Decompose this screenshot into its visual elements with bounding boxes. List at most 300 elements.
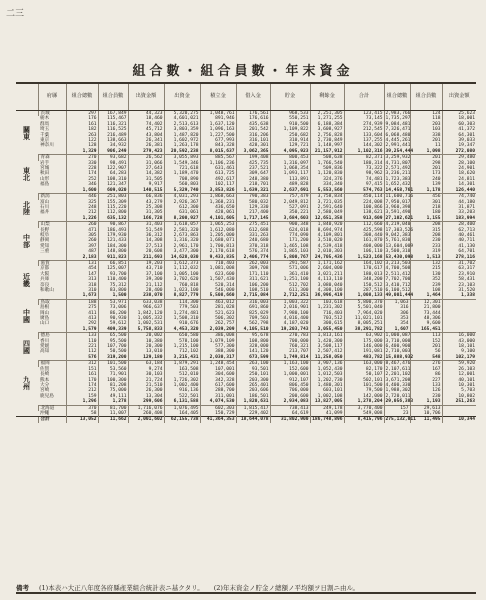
region-total-row [16,327,476,333]
column-header: 組合總數 [384,84,410,111]
prefecture-label: 長崎 [40,372,50,378]
total-cell: 1,193 [410,399,442,405]
table-cell: 2,730,849 [310,138,344,143]
table-cell: 186,501 [236,394,270,399]
table-cell: 248 [66,205,98,210]
table-cell: 171,200 [270,238,310,243]
table-cell: 2,756,828 [310,133,344,138]
table-cell: 203,300 [236,378,270,383]
table-cell: 24,811 [442,177,476,182]
table-cell: 1,148,997 [310,143,344,148]
table-cell: 370 [66,405,98,411]
total-cell: 1,717,145 [236,216,270,222]
table-cell: 34,932 [98,143,128,148]
prefecture-label: 青森 [38,155,66,161]
grand-total-region [16,417,38,423]
page-number: 二三 [6,9,25,19]
total-cell: 4,101,605 [200,216,236,222]
prefecture-label: 大阪 [40,271,50,277]
prefecture-label: 廣島 [40,316,50,322]
table-cell: 7,326,471 [385,127,411,133]
table-cell: 338 [410,133,442,138]
total-cell: 4,074,530 [200,399,236,405]
table-cell: 1,680,071 [200,238,236,243]
table-cell: 20,002 [128,333,164,339]
table-cell: 425,598 [344,228,384,233]
table-cell: 112,660 [344,222,384,228]
table-cell: 310 [66,288,98,293]
column-header: 組合員數 [98,84,128,111]
table-cell: 18,001 [442,116,476,121]
table-cell: 2,513,613 [164,122,200,127]
table-cell: 1,251,100 [270,277,310,282]
table-cell: 562,798 [236,321,270,326]
total-cell: 11,258,050 [310,355,344,361]
table-cell: 5,320,275 [164,111,200,117]
table-cell: 208 [410,233,442,238]
table-cell: 521,623 [200,311,236,316]
grand-total-cell: 13,052 [66,417,98,423]
table-cell: 3,608,927 [310,127,344,132]
table-cell: 10,380 [128,339,164,344]
table-cell: 602,303 [200,405,236,411]
table-cell: 1,723,383 [385,176,411,182]
table-cell: 79,500 [344,388,384,393]
table-cell: 1,076,495 [164,405,200,411]
region-label: 四國 [22,339,32,354]
table-cell: 112 [66,349,98,354]
table-cell: 133 [66,333,98,339]
table-cell: 74,481 [344,177,384,182]
table-cell: 386,008 [200,333,236,339]
table-cell: 18,620 [442,171,476,176]
column-header: 出資金額 [128,84,164,111]
table-cell: 2,720,011 [385,393,411,399]
table-cell: 203 [410,122,442,127]
table-cell: 4,187,020 [270,321,310,326]
table-cell: 101,500 [98,361,128,367]
table-cell: 1,171,162 [310,260,344,266]
prefecture-label: 群馬 [40,121,50,127]
prefecture-label: 鹿兒島 [40,393,54,399]
table-cell: 1,700,813 [200,244,236,249]
total-cell: 1,464 [410,293,442,299]
table-cell: 912,107 [270,378,310,383]
prefecture-label: 富山 [40,199,50,205]
table-cell: 31,505 [128,177,164,182]
table-cell: 86,200 [98,311,128,316]
table-cell: 700,000 [270,339,310,344]
table-cell: 1,065,253 [200,222,236,228]
table-cell: 6,400,900 [385,344,411,350]
table-cell: 5,800,370 [344,299,384,305]
table-cell: 221 [66,344,98,349]
prefecture-label: 愛媛 [40,344,50,350]
table-cell: 108,800 [236,339,270,344]
table-cell: 147 [66,272,98,277]
table-cell: 612,688 [236,228,270,233]
table-cell: 330 [66,161,98,166]
table-cell: 66,851 [98,260,128,266]
table-cell: 270 [66,155,98,161]
table-cell: 152 [410,339,442,344]
prefecture-label: 山形 [40,176,50,182]
total-cell: 102,179 [442,355,476,361]
table-cell: 129,330 [236,205,270,210]
total-cell: 1,639,321 [236,188,270,194]
table-cell: 26,300 [128,388,164,393]
table-cell: 163,000 [344,361,384,367]
table-cell: 131 [66,260,98,266]
region-label: 近畿 [22,272,32,287]
table-cell: 174 [66,171,98,176]
table-cell: 3,721,035 [310,200,344,205]
table-cell: 388,300 [200,349,236,354]
table-cell: 265,401 [236,383,270,388]
table-cell: 144,302 [344,143,384,148]
table-cell: 240 [410,177,442,182]
table-cell: 176,616 [236,116,270,121]
total-cell: 3,215,431 [164,355,200,361]
table-cell: 2,016,901 [270,305,310,310]
table-cell: 1,735,297 [385,116,411,122]
table-cell: 11,021,101 [344,316,384,321]
table-cell: 10,706 [410,411,442,417]
table-cell: 3,710,000 [385,338,411,344]
table-cell: 101,500 [344,383,384,388]
total-cell: 8,015,637 [200,149,236,155]
table-cell: 9,084,481 [385,121,411,127]
table-cell: 1,612,373 [164,260,200,266]
table-cell: 1,840,920 [310,222,344,228]
table-cell: 44,323 [128,111,164,117]
table-cell: 617,600 [200,383,236,388]
table-cell: 9,274 [128,367,164,372]
table-cell: 454 [66,266,98,271]
table-cell: 73,322 [344,166,384,171]
table-cell: 33,203 [442,210,476,215]
table-cell: 1,081,008 [200,266,236,271]
prefecture-label: 鳥取 [38,299,66,305]
table-cell: 128 [66,143,98,148]
prefecture-label: 島根 [40,305,50,311]
table-cell: 133,604 [344,133,384,138]
table-cell: 152,600 [270,367,310,372]
table-cell: 63,317 [442,266,476,271]
table-cell: 1,096,163 [200,127,236,132]
table-cell: 83,800 [98,288,128,293]
table-cell: 201 [410,166,442,171]
table-cell: 100,300 [98,378,128,383]
table-cell: 121,347 [98,182,128,187]
table-cell: 203,606 [236,388,270,393]
table-cell: 175,000 [344,339,384,344]
table-cell: 1,012,503 [310,372,344,377]
prefecture-label: 東京 [40,138,50,144]
table-cell: 62,713 [442,228,476,233]
table-cell: 757,479 [270,194,310,200]
prefecture-label: 山梨 [38,222,66,228]
total-cell: 1,820,631 [236,399,270,405]
table-cell: 1,227,500 [200,133,236,138]
table-cell: 125,007 [98,266,128,271]
table-cell: 550,251 [270,116,310,121]
table-cell: 95,500 [98,339,128,344]
total-cell: 3,055,450 [310,327,344,333]
table-cell: 6,100,512 [385,288,411,293]
table-cell: 90,867 [98,222,128,228]
table-cell: 237,521 [236,166,270,171]
table-cell: 650,580 [164,333,200,339]
table-cell: 75,000 [98,388,128,393]
column-header: 剩餘金 [310,84,344,111]
prefecture-label: 岩手 [40,160,50,166]
prefecture-label: 愛知 [40,243,50,249]
table-cell: 95,678 [236,333,270,339]
table-cell: 218,701 [236,182,270,187]
table-cell: 1,316,320 [164,238,200,243]
total-cell: 29,056,383 [385,399,414,405]
prefecture-label: 福島 [40,182,50,188]
table-cell: 98,491 [98,161,128,166]
table-cell: 27,513 [128,244,164,249]
table-cell: 611,300 [270,288,310,293]
table-cell: 274,939 [344,122,384,127]
table-cell: 230 [410,238,442,243]
table-cell: 1,093,117 [270,171,310,176]
table-cell: 155,309 [98,200,128,205]
table-cell: 313 [66,277,98,282]
table-cell: 1,248,454 [200,361,236,367]
table-cell: 93,501 [236,367,270,372]
table-cell: 139 [410,182,442,187]
table-cell: 350,221 [270,210,310,215]
table-cell: 146,000 [344,344,384,349]
table-cell: 201 [410,155,442,161]
table-cell: 21,510 [128,383,164,388]
column-header: 合計 [344,84,384,111]
table-cell: 691,860 [236,305,270,310]
table-cell: 48,306 [410,316,442,321]
table-cell: 81,208 [98,383,128,388]
table-cell: 1,716,076 [128,405,164,411]
table-cell: 1,068,354 [270,166,310,171]
prefecture-label: 德島 [38,333,66,339]
prefecture-label: 埼玉 [40,127,50,133]
table-cell: 199,408 [236,155,270,161]
prefecture-label: 熊本 [40,377,50,383]
table-cell: 287,510 [344,288,384,293]
table-cell: 270,783 [270,333,310,339]
table-cell: 141,120 [236,349,270,354]
table-cell: 4,308,100 [310,288,344,293]
total-cell: 1,008,133 [344,293,384,299]
table-cell: 2,511,412 [385,271,411,277]
prefecture-label: 滋賀 [38,260,66,266]
table-cell: 74,740 [442,194,476,200]
table-cell: 40,711 [442,238,476,243]
table-cell: 40,461 [442,233,476,238]
table-cell: 63,902 [344,333,384,339]
table-cell: 12,301 [410,299,442,305]
table-cell: 520,314 [200,283,236,288]
prefecture-label: 三重 [40,249,50,255]
table-cell: 138,663 [98,138,128,143]
table-cell: 215 [410,266,442,271]
total-cell: 1,178 [410,188,442,194]
table-cell: 712,102 [164,349,200,354]
table-cell: 10,301 [442,383,476,388]
table-cell: 446 [66,194,98,200]
region-total-row [16,216,476,222]
table-cell: 3,591,490 [385,210,411,216]
table-cell: 86 [410,372,442,377]
table-cell: 1,205,000 [200,233,236,238]
table-cell: 4,445,261 [385,138,411,144]
table-cell: 885,567 [200,155,236,161]
table-cell: 212,545 [344,127,384,132]
table-cell: 9,100 [442,349,476,354]
prefecture-label: 福井 [40,210,50,216]
table-cell: 137,255 [344,138,384,143]
table-cell: 73,444 [410,311,442,316]
table-cell: 176 [66,116,98,121]
table-cell: 31,520 [442,288,476,293]
prefecture-label: 石川 [40,204,50,210]
total-cell: 126,440 [442,188,476,194]
table-cell: 580,032 [236,200,270,205]
table-header-row [16,84,476,111]
table-cell: 487 [66,249,98,254]
table-cell: 115,467 [98,116,128,121]
table-cell: 3,907,136 [310,361,344,367]
table-cell: 425,735 [236,161,270,166]
total-cell: 15,888,932 [385,354,414,360]
table-cell: 43,000 [442,339,476,344]
table-cell: 164,405 [164,411,200,417]
table-cell: 8,694,974 [310,228,344,233]
total-cell: 272,080 [442,149,476,155]
total-cell: 635,132 [98,216,128,222]
table-cell: 318 [66,283,98,288]
table-cell: 910,500 [270,122,310,127]
grand-total-cell: 31,802,900 [270,417,310,423]
table-cell: 3,803,359 [164,127,200,132]
table-cell: 346 [66,182,98,187]
table-cell: 251,803 [98,194,128,200]
total-cell: 319,200 [98,355,128,361]
table-cell: 14,382 [128,171,164,176]
table-cell: 112,800 [98,210,128,215]
prefecture-label: 京都 [40,266,50,272]
table-cell: 110,400 [98,277,128,282]
table-cell: 1,202,730 [310,378,344,383]
table-cell: 66,836 [128,194,164,200]
table-cell: 2,961,170 [164,244,200,249]
table-cell: 45,712 [128,127,164,132]
table-cell: 6,068,480 [385,132,411,138]
grand-total-cell: 11,495 [410,417,442,423]
table-cell: 631,061 [164,210,200,215]
table-cell: 260,408 [128,411,164,417]
table-cell: 492,617 [200,177,236,182]
total-cell: 53,430,098 [385,254,414,260]
table-cell: 1,815,417 [236,405,270,411]
table-cell: 1,048,761 [200,111,236,117]
table-cell: 73,006 [98,305,128,310]
region-label: 中部 [22,234,32,249]
table-cell: 23,103 [442,283,476,288]
table-cell: 11 [410,143,442,148]
table-cell: 171,110 [236,272,270,277]
table-cell: 121,433 [98,238,128,243]
table-cell: 1,023,100 [164,288,200,293]
table-cell: 188 [66,299,98,305]
table-cell: 623,600 [200,272,236,277]
table-cell: 703,512 [310,316,344,321]
table-cell: 512,702 [270,283,310,288]
table-cell: 1,487,820 [164,133,200,138]
table-cell: 428,301 [236,143,270,148]
table-cell: 25,623 [442,111,476,117]
total-cell: 140,515 [128,188,164,194]
prefecture-label: 沖繩 [40,410,50,416]
table-cell: 354 [384,321,410,326]
table-cell: 43,279 [128,200,164,205]
table-cell: 26,103 [442,367,476,372]
table-cell: 41,372 [442,127,476,132]
table-cell: 3,080,040 [310,283,344,288]
table-cell: 28,400 [442,222,476,228]
table-cell: 2,604,000 [310,266,344,271]
table-cell: 1,726,302 [164,378,200,383]
table-cell: 201 [410,344,442,349]
table-cell: 9,917 [128,182,164,187]
table-cell: 3,702,620 [164,277,200,282]
table-cell: 7,702,700 [385,277,411,283]
table-cell: 1,813,161 [310,333,344,339]
table-cell: 191,081 [344,349,384,354]
table-cell: 1,231,302 [310,305,344,310]
table-cell: 233 [410,244,442,249]
total-cell: 20,592,238 [164,149,200,155]
table-cell: 167 [410,367,442,372]
table-cell: 161,870 [344,238,384,243]
table-cell: 708,890 [164,177,200,182]
total-cell: 906,249 [98,149,128,155]
table-cell: 116,525 [98,127,128,132]
table-cell: 292 [66,321,98,326]
table-cell: 170 [66,378,98,383]
table-cell: 250,682 [270,133,310,138]
table-cell: 471 [66,228,98,233]
table-cell: 4,601,021 [164,116,200,121]
table-cell: 408,000 [344,244,384,249]
grand-total-label: 合計 [38,417,66,423]
total-cell: 1,102,316 [344,149,384,155]
total-cell: 1,673 [66,293,98,299]
notes-title: 備考 [16,584,29,592]
table-cell: 150,729 [200,411,236,417]
table-cell: 1,274,481 [164,311,200,316]
table-cell: 5,501,040 [344,305,384,310]
prefecture-label: 岡山 [40,310,50,316]
table-cell: 2,170,618 [200,249,236,254]
table-cell: 1,005,332 [128,316,164,321]
total-cell: 8,200,927 [164,216,200,222]
table-cell: 3,510,020 [310,238,344,243]
grand-total-cell: 275,132,011 [385,417,416,423]
